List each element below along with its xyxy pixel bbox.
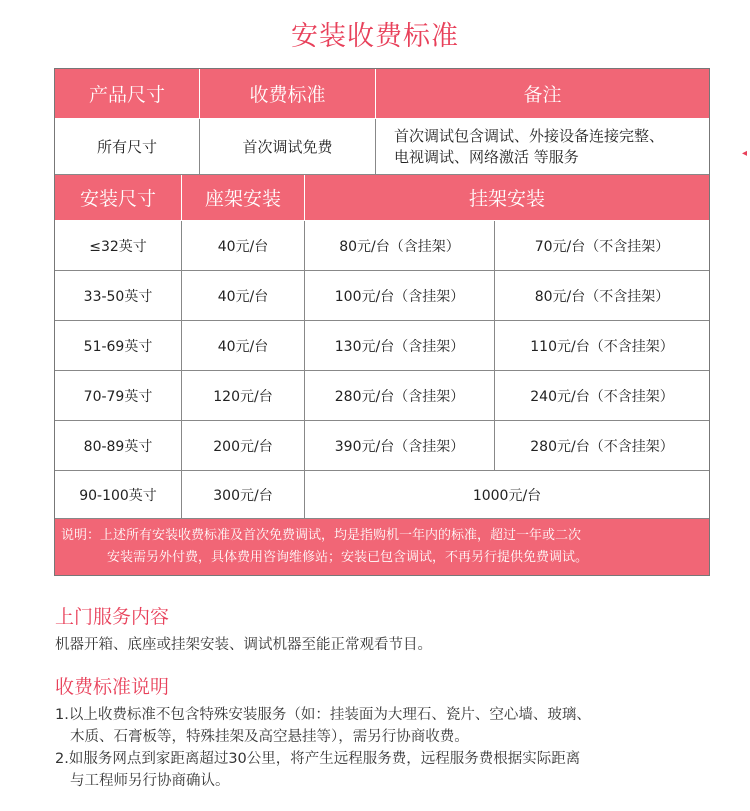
stand-price-cell: 200元/台 [182, 421, 305, 471]
fee-notes-title: 收费标准说明 [55, 676, 170, 698]
header-install-size: 安装尺寸 [55, 175, 182, 221]
table-row [55, 221, 709, 271]
footnote-line-2: 安装需另外付费，具体费用咨询维修站；安装已包含调试，不再另行提供免费调试。 [107, 550, 589, 565]
arrow-icon: ◂ [742, 148, 748, 159]
header-product-size: 产品尺寸 [55, 69, 200, 119]
remark-cell [376, 119, 709, 175]
fee-note-1-line-2: 木质、石膏板等，特殊挂架及高空悬挂等），需另行协商收费。 [70, 729, 469, 745]
size-cell: 90-100英寸 [55, 471, 182, 519]
fee-note-1-line-1: 1.以上收费标准不包含特殊安装服务（如：挂装面为大理石、瓷片、空心墙、玻璃、 [55, 707, 591, 723]
size-cell: 70-79英寸 [55, 371, 182, 421]
stand-price-cell: 40元/台 [182, 271, 305, 321]
stand-price-cell: 120元/台 [182, 371, 305, 421]
table-row [55, 119, 709, 175]
wall-price-with-bracket-cell: 130元/台（含挂架） [305, 321, 495, 371]
all-sizes-cell: 所有尺寸 [55, 119, 200, 175]
stand-price-cell: 40元/台 [182, 221, 305, 271]
header-fee-standard: 收费标准 [200, 69, 376, 119]
size-cell: 33-50英寸 [55, 271, 182, 321]
wall-price-without-bracket-cell: 110元/台（不含挂架） [495, 321, 709, 371]
table-row [55, 371, 709, 421]
wall-price-with-bracket-cell: 390元/台（含挂架） [305, 421, 495, 471]
stand-price-cell: 40元/台 [182, 321, 305, 371]
size-cell: 80-89英寸 [55, 421, 182, 471]
fee-note-2-line-1: 2.如服务网点到家距离超过30公里，将产生远程服务费，远程服务费根据实际距离 [55, 751, 581, 767]
service-text: 机器开箱、底座或挂架安装、调试机器至能正常观看节目。 [55, 637, 432, 653]
stand-price-cell: 300元/台 [182, 471, 305, 519]
table-row [55, 321, 709, 371]
header-remark: 备注 [376, 69, 709, 119]
wall-price-without-bracket-cell: 70元/台（不含挂架） [495, 221, 709, 271]
wall-price-without-bracket-cell: 240元/台（不含挂架） [495, 371, 709, 421]
table-header-row [55, 69, 709, 119]
wall-price-with-bracket-cell: 280元/台（含挂架） [305, 371, 495, 421]
remark-line-1: 首次调试包含调试、外接设备连接完整、 [394, 126, 665, 145]
first-debug-free-cell: 首次调试免费 [200, 119, 376, 175]
wall-price-without-bracket-cell: 80元/台（不含挂架） [495, 271, 709, 321]
wall-price-cell: 1000元/台 [305, 471, 709, 519]
wall-price-with-bracket-cell: 80元/台（含挂架） [305, 221, 495, 271]
table-footnote [55, 519, 709, 575]
service-title: 上门服务内容 [55, 606, 170, 628]
page-title: 安装收费标准 [291, 21, 459, 52]
table-row [55, 421, 709, 471]
header-stand-install: 座架安装 [182, 175, 305, 221]
header-wall-install: 挂架安装 [305, 175, 709, 221]
remark-line-2: 电视调试、网络激活 等服务 [394, 147, 579, 166]
table-row [55, 271, 709, 321]
table-row [55, 471, 709, 519]
wall-price-with-bracket-cell: 100元/台（含挂架） [305, 271, 495, 321]
size-cell: ≤32英寸 [55, 221, 182, 271]
fee-table [54, 68, 710, 576]
fee-note-2-line-2: 与工程师另行协商确认。 [70, 773, 230, 789]
install-header-row [55, 175, 709, 221]
footnote-line-1: 说明：上述所有安装收费标准及首次免费调试，均是指购机一年内的标准，超过一年或二次 [61, 528, 582, 543]
size-cell: 51-69英寸 [55, 321, 182, 371]
wall-price-without-bracket-cell: 280元/台（不含挂架） [495, 421, 709, 471]
